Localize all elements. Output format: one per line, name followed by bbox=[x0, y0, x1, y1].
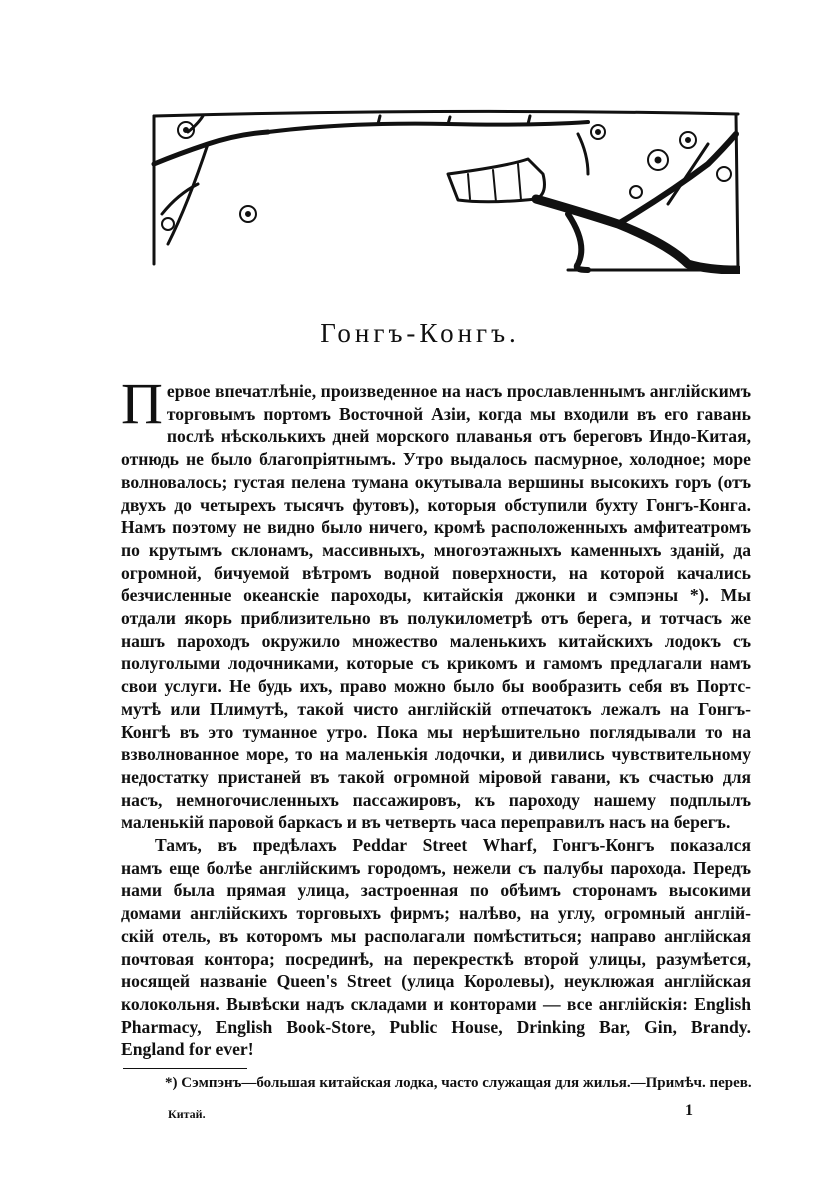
text-line: отнюдь не было благопріятнымъ. Утро выдалось пасмурное, холодное; море bbox=[121, 449, 751, 470]
text-line: волновалось; густая пелена тумана окутывала вершины высокихъ горъ (отъ bbox=[121, 471, 751, 492]
text-line: домами англійскихъ торговыхъ фирмъ; налѣво, на углу, огромный англій- bbox=[121, 903, 751, 924]
text-line: маленькій паровой баркасъ и въ четверть часа переправилъ насъ на берегъ. bbox=[121, 812, 731, 833]
text-line: взволнованное море, то на маленькія лодочки, и дивились чувствительному bbox=[121, 744, 751, 765]
drop-cap: П bbox=[121, 371, 163, 436]
chapter-title: Гонгъ-Конгъ. bbox=[320, 318, 520, 348]
text-line: свои услуги. Не будь ихъ, право можно было бы вообразить себя въ Портс- bbox=[121, 676, 751, 697]
text-line: полуголыми лодочниками, которые съ крикомъ и гамомъ предлагали намъ bbox=[121, 653, 751, 674]
text-line: нами была прямая улица, застроенная по обѣимъ сторонамъ высокими bbox=[121, 880, 751, 901]
page-number: 1 bbox=[685, 1102, 693, 1119]
main-text bbox=[121, 371, 751, 1061]
text-line: Конгѣ въ это туманное утро. Пока мы нерѣшительно поглядывали то на bbox=[121, 721, 751, 742]
text-line: недостатку пристаней въ такой огромной міровой гавани, къ счастью для bbox=[121, 766, 751, 787]
text-line: насъ, немногочисленныхъ пассажировъ, къ пароходу нашему подплылъ bbox=[121, 789, 751, 810]
text-line: ервое впечатлѣніе, произведенное на насъ прославленнымъ англійскимъ bbox=[166, 381, 751, 401]
text-line: отдали якорь приблизительно въ полукилометрѣ отъ берега, и тотчасъ же bbox=[121, 608, 751, 629]
text-line: мутѣ или Плимутѣ, такой чисто англійскій отпечатокъ лежалъ на Гонгъ- bbox=[121, 698, 751, 719]
text-line: Pharmacy, English Book-Store, Public House, Drinking Bar, Gin, Brandy. bbox=[121, 1016, 751, 1037]
text-line: нашъ пароходъ окружило множество маленькихъ китайскихъ лодокъ съ bbox=[121, 630, 751, 651]
text-line: почтовая контора; посрединѣ, на перекресткѣ второй улицы, разумѣется, bbox=[121, 948, 751, 969]
text-line: England for ever! bbox=[121, 1039, 254, 1060]
text-line: Намъ поэтому не видно было ничего, кромѣ расположенныхъ амфитеатромъ bbox=[121, 517, 751, 538]
text-line: безчисленные океанскіе пароходы, китайскія джонки и сэмпэны *). Мы bbox=[121, 585, 751, 606]
text-line: торговымъ портомъ Восточной Азіи, когда мы входили въ его гавань bbox=[166, 403, 751, 424]
signature-mark: Китай. bbox=[168, 1107, 206, 1121]
paragraph-1 bbox=[121, 371, 751, 834]
text-line: послѣ нѣсколькихъ дней морского плаванья отъ береговъ Индо-Китая, bbox=[166, 426, 751, 447]
cherry-blossom-branch-ornament bbox=[148, 104, 740, 274]
text-line: носящей названіе Queen's Street (улица Королевы), неуклюжая англійская bbox=[121, 971, 751, 992]
text-line: скій отель, въ которомъ мы располагали помѣститься; направо англійская bbox=[121, 925, 751, 946]
text-line: по крутымъ склонамъ, массивныхъ, многоэтажныхъ каменныхъ зданій, да bbox=[121, 539, 751, 560]
text-line: огромной, бичуемой вѣтромъ водной поверхности, на которой качались bbox=[121, 562, 751, 583]
paragraph-2 bbox=[121, 834, 751, 1061]
text-line: намъ еще болѣе англійскимъ городомъ, нежели съ палубы парохода. Передъ bbox=[121, 857, 751, 878]
footnote-rule bbox=[123, 1068, 247, 1069]
footnote: *) Сэмпэнъ—большая китайская лодка, часто служащая для жилья.—Примѣч. перев. bbox=[165, 1075, 752, 1091]
text-line: Тамъ, въ предѣлахъ Peddar Street Wharf, Гонгъ-Конгъ показался bbox=[155, 835, 751, 856]
text-line: колокольня. Вывѣски надъ складами и конторами — все англійскія: English bbox=[121, 993, 751, 1014]
text-line: двухъ до четырехъ тысячъ футовъ), которыя обступили бухту Гонгъ-Конга. bbox=[121, 494, 751, 515]
